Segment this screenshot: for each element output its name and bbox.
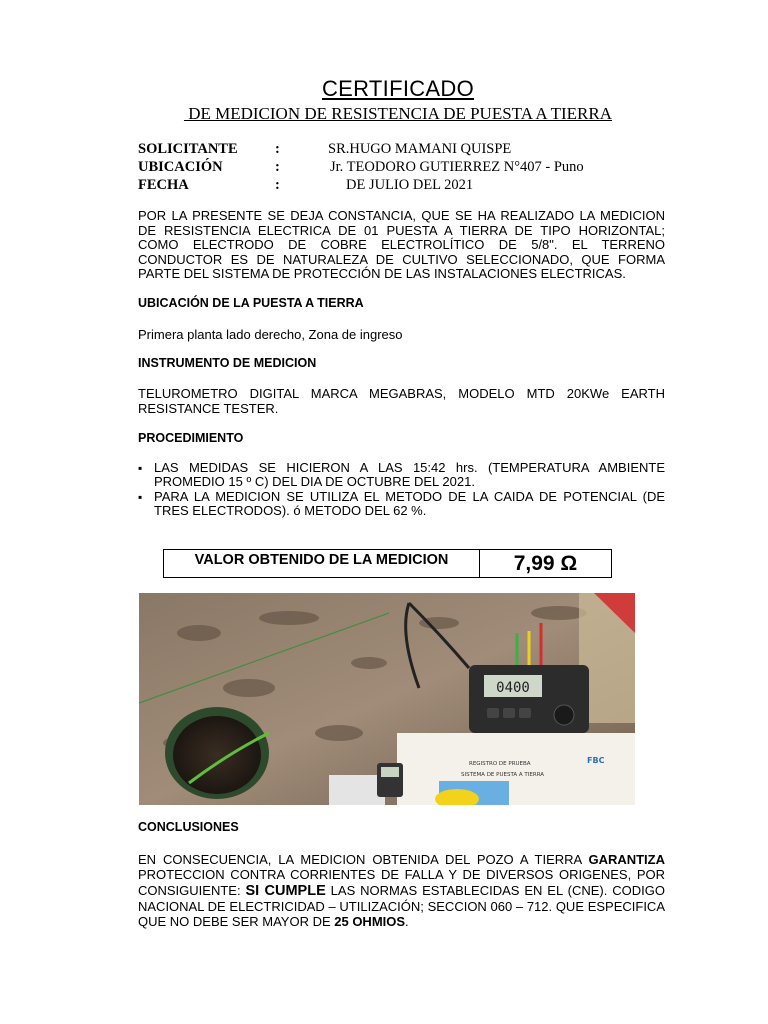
conclusion-end: . [405,914,409,930]
meta-colon: : [275,177,280,193]
conclusion-text: EN CONSECUENCIA, LA MEDICION OBTENIDA DEL POZO A TIERRA [138,852,589,867]
instrument-text: TELUROMETRO DIGITAL MARCA MEGABRAS, MODELO MTD 20KWe EARTH RESISTANCE TESTER. [138,386,665,416]
meta-row-solicitante [138,141,638,159]
ground-well [173,716,261,794]
meta-value: SR.HUGO MAMANI QUISPE [328,141,512,157]
svg-text:REGISTRO DE PRUEBA: REGISTRO DE PRUEBA [469,761,531,767]
tester-reading: 0400 [496,680,530,696]
conclusion-paragraph [138,852,665,929]
meta-label: UBICACIÓN [138,159,223,175]
probe-box [329,775,385,805]
tester-knob [554,705,574,725]
test-record-sheet [397,733,635,805]
meta-colon: : [275,141,280,157]
measurement-photo [139,593,635,805]
meta-value: DE JULIO DEL 2021 [346,177,474,193]
meta-colon: : [275,159,280,175]
meta-value: Jr. TEODORO GUTIERREZ N°407 - Puno [330,159,584,175]
compliance-result: SI CUMPLE [245,882,326,899]
result-value: 7,99 Ω [513,552,578,575]
result-label: VALOR OBTENIDO DE LA MEDICION [164,550,480,577]
conclusion-emphasis: GARANTIZA [588,852,665,867]
meta-row-ubicacion [138,159,638,177]
svg-text:FBC: FBC [587,756,605,765]
location-heading: UBICACIÓN DE LA PUESTA A TIERRA [138,296,364,310]
location-text: Primera planta lado derecho, Zona de ingreso [138,327,403,342]
procedure-list [138,461,665,518]
procedure-item: ▪ PARA LA MEDICION SE UTILIZA EL METODO DE LA CAIDA DE POTENCIAL (DE TRES ELECTRODOS). ó METODO DEL 62 %. [138,490,665,519]
certificate-title: CERTIFICADO [321,76,474,101]
meta-label: SOLICITANTE [138,141,238,157]
conclusion-text: LAS NORMAS ESTABLECIDAS EN EL (CNE). CODIGO NACIONAL DE ELECTRICIDAD – UTILIZACIÓN; SECCION 060 – 712. QUE ESPECIFICA QUE NO DEBE SER MAYOR DE [138,882,665,930]
conclusions-heading: CONCLUSIONES [138,820,239,834]
procedure-item: ▪ LAS MEDIDAS SE HICIERON A LAS 15:42 hrs. (TEMPERATURA AMBIENTE PROMEDIO 15 º C) DEL DIA DE OCTUBRE DEL 2021. [138,461,665,490]
measurement-photo-illustration [139,593,635,805]
meta-label: FECHA [138,177,189,193]
procedure-heading: PROCEDIMIENTO [138,431,244,445]
result-table [163,549,612,578]
max-resistance: 25 OHMIOS [334,914,406,930]
svg-text:SISTEMA DE PUESTA A TIERRA: SISTEMA DE PUESTA A TIERRA [461,772,545,778]
instrument-heading: INSTRUMENTO DE MEDICION [138,356,317,370]
meta-row-fecha [138,177,638,195]
certificate-subtitle: DE MEDICION DE RESISTENCIA DE PUESTA A TIERRA [183,104,613,123]
conclusion-text: PROTECCION CONTRA CORRIENTES DE FALLA Y DE DIVERSOS ORIGENES, POR CONSIGUIENTE: [138,867,665,898]
intro-paragraph: POR LA PRESENTE SE DEJA CONSTANCIA, QUE SE HA REALIZADO LA MEDICION DE RESISTENCIA ELECTRICA DE 01 PUESTA A TIERRA DE TIPO HORIZONTAL; COMO ELECTRODO DE COBRE ELECTROLÍTICO DE 5/8". EL TERRENO CONDUCTOR ES DE NATURALEZA DE CULTIVO SELECCIONADO, QUE FORMA PARTE DEL SISTEMA DE PROTECCIÓN DE LAS INSTALACIONES ELECTRICAS. [138,208,665,282]
